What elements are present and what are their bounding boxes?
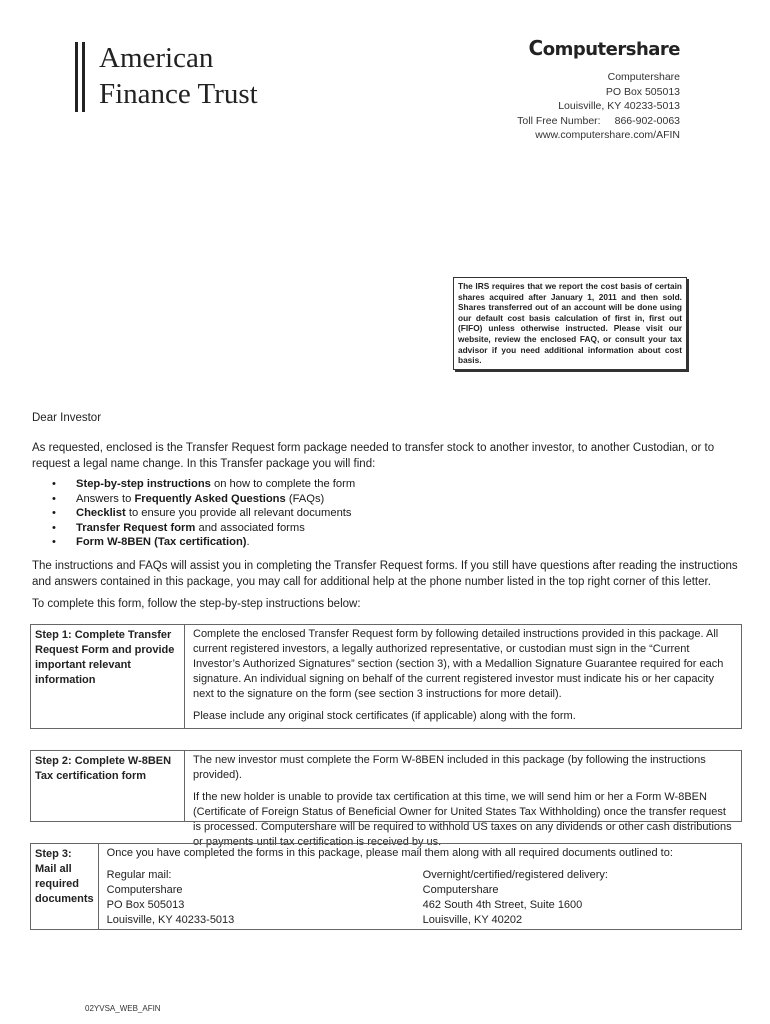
regular-mail-heading: Regular mail: — [106, 869, 172, 881]
list-item — [52, 521, 355, 536]
toll-free-number: 866-902-0063 — [614, 114, 680, 127]
computershare-logo — [529, 36, 680, 60]
step-2-label: Step 2: Complete W-8BEN Tax certification form — [31, 751, 185, 821]
overnight-mail-address — [423, 868, 739, 928]
regular-mail-address — [107, 868, 423, 928]
step-2-paragraph-1: The new investor must complete the Form W-8BEN included in this package (by following the instructions provided). — [193, 754, 706, 781]
step-1-paragraph-1: Complete the enclosed Transfer Request form by following detailed instructions provided in this package. All current registered investors, a legally authorized representative, or custodian must sign in the “Current Investor’s Authorized Signatures” section (section 3), with a Medallion Signature Guarantee required for each signature. An individual signing on behalf of the current registered investor must indicate his or her capacity next to the signature on the form (see section 3 instructions for more detail). — [193, 628, 724, 700]
list-item — [52, 492, 355, 507]
greeting: Dear Investor — [32, 412, 102, 424]
list-item-bold: Checklist — [76, 507, 126, 519]
step-1-paragraph-2: Please include any original stock certificates (if applicable) along with the form. — [193, 710, 576, 722]
address-toll-free — [420, 114, 680, 129]
list-item-text: (FAQs) — [285, 492, 325, 505]
logo-line-2: Finance Trust — [99, 78, 258, 110]
list-item-text: on how to complete the form — [210, 478, 356, 490]
list-item — [52, 477, 355, 492]
overnight-mail-line: Louisville, KY 40202 — [422, 914, 523, 926]
overnight-mail-heading: Overnight/certified/registered delivery: — [422, 869, 608, 881]
overnight-mail-line: 462 South 4th Street, Suite 1600 — [422, 899, 583, 911]
package-contents-list — [52, 477, 355, 550]
address-city: Louisville, KY 40233-5013 — [558, 100, 680, 112]
overnight-mail-line: Computershare — [422, 884, 499, 896]
regular-mail-line: PO Box 505013 — [106, 899, 185, 911]
step-3-paragraph-1: Once you have completed the forms in this package, please mail them along with all required documents outlined to: — [106, 847, 673, 859]
computershare-logo-text: omputershare — [542, 39, 680, 60]
step-1-label: Step 1: Complete Transfer Request Form and provide important relevant information — [31, 625, 185, 728]
mailing-addresses — [107, 868, 739, 928]
address-name: Computershare — [607, 71, 680, 83]
afin-logo — [99, 40, 258, 112]
toll-free-label: Toll Free Number: — [517, 114, 601, 127]
list-item-bold: Frequently Asked Questions — [134, 492, 286, 505]
step-2-content — [185, 751, 741, 848]
computershare-c-icon: C — [528, 36, 543, 60]
logo-line-1: American — [99, 42, 214, 74]
intro-paragraph: As requested, enclosed is the Transfer Request form package needed to transfer stock to another investor, to another Custodian, or to request a legal name change. In this Transfer package you will find: — [32, 442, 715, 470]
afin-logo-bars — [75, 42, 89, 112]
list-item — [52, 506, 355, 521]
list-item-bold: Step-by-step instructions — [76, 478, 211, 490]
step-3-content — [99, 844, 745, 929]
list-item-bold: Form W-8BEN (Tax certification) — [76, 536, 247, 548]
list-item-text: Answers to — [76, 492, 135, 505]
regular-mail-line: Louisville, KY 40233-5013 — [106, 914, 235, 926]
step-3-box — [30, 843, 742, 930]
address-po: PO Box 505013 — [605, 85, 680, 98]
instructions-paragraph: The instructions and FAQs will assist you in completing the Transfer Request forms. If you still have questions after reading the instructions and answers contained in this package, you may call for additional help at the phone number listed in the top right corner of this letter. — [32, 560, 738, 588]
sender-address — [420, 70, 680, 143]
step-1-box — [30, 624, 742, 729]
list-item-text: and associated forms — [195, 521, 305, 534]
list-item — [52, 535, 355, 550]
list-item-bold: Transfer Request form — [76, 521, 196, 534]
step-1-content — [185, 625, 741, 728]
step-3-label: Step 3: Mail all required documents — [31, 844, 99, 929]
form-code: 02YVSA_WEB_AFIN — [85, 1004, 161, 1013]
regular-mail-line: Computershare — [106, 884, 183, 896]
follow-steps-paragraph: To complete this form, follow the step-by-step instructions below: — [32, 598, 361, 610]
step-2-paragraph-2: If the new holder is unable to provide tax certification at this time, we will send him or her a Form W-8BEN (Certificate of Foreign Status of Beneficial Owner for United States Tax Withholding) once the transfer request is processed. Computershare will be required to withhold US taxes on any dividends or other cash distributions or payments until tax certification is received by us. — [193, 791, 732, 848]
list-item-text: . — [246, 536, 250, 548]
list-item-text: to ensure you provide all relevant documents — [125, 507, 352, 519]
irs-cost-basis-notice: The IRS requires that we report the cost basis of certain shares acquired after January 1, 2011 and then sold. Shares transferred out of an account will be done using our default cost basis calculation of first in, first out (FIFO) unless otherwise instructed. Please visit our website, review the enclosed FAQ, or consult your tax advisor if you need additional information about cost basis. — [453, 277, 687, 370]
step-2-box — [30, 750, 742, 848]
address-website: www.computershare.com/AFIN — [535, 129, 680, 141]
